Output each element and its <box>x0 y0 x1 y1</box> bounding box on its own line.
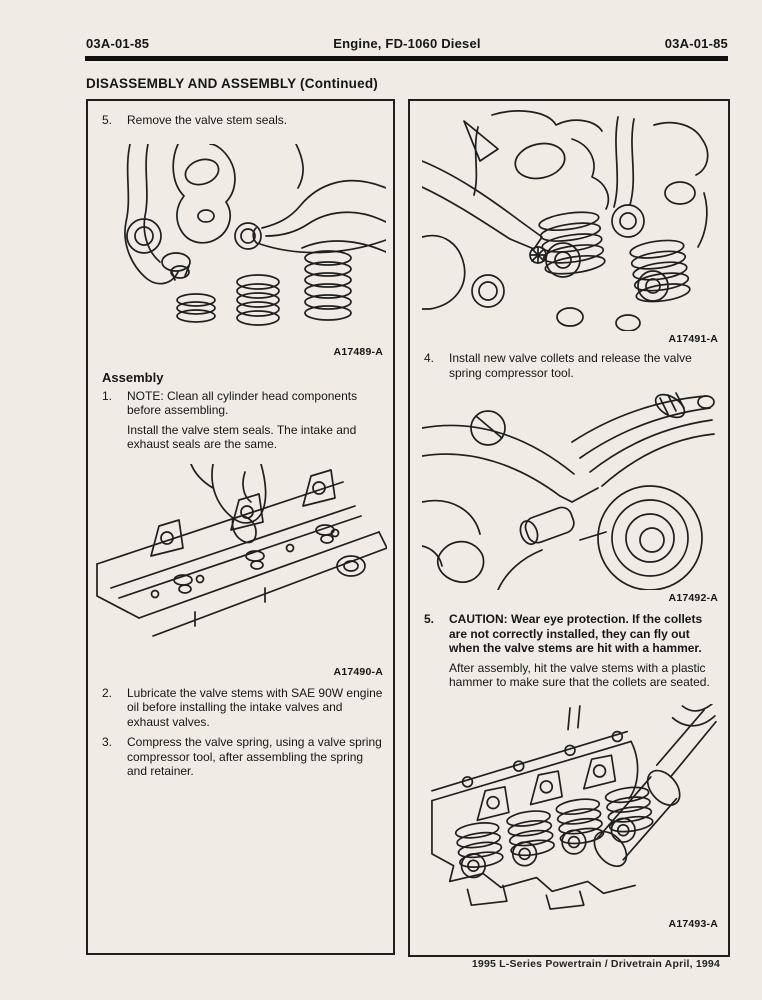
header-page-number-left: 03A-01-85 <box>86 36 150 51</box>
figure-label: A17490-A <box>333 665 383 678</box>
valve-springs <box>538 209 691 304</box>
assembly-heading: Assembly <box>102 369 164 385</box>
step-number: 1. <box>102 388 113 403</box>
cylinder-head-casting <box>124 144 234 284</box>
figure-collet-install-illustration <box>422 109 717 331</box>
step-text: Install the valve stem seals. The intake and exhaust seals are the same. <box>127 422 357 451</box>
step-text: After assembly, hit the valve stems with a plastic hammer to make sure that the collets are seated. <box>449 660 710 689</box>
section-title: DISASSEMBLY AND ASSEMBLY (Continued) <box>86 76 378 91</box>
figure-label: A17492-A <box>668 592 718 604</box>
step-number: 5. <box>102 113 113 127</box>
compressor-arm <box>422 411 574 502</box>
left-column-box <box>86 99 395 955</box>
step-text: Compress the valve spring, using a valve spring compressor tool, after assembling the spring and retainer. <box>127 735 382 778</box>
header-rule <box>85 56 728 61</box>
figure-seal-install-illustration <box>95 464 387 664</box>
figure-label: A17491-A <box>668 333 718 345</box>
step-number: 5. <box>424 612 435 626</box>
header-title: Engine, FD-1060 Diesel <box>333 36 481 51</box>
step-note: NOTE: Clean all cylinder head components before assembling. <box>127 388 358 417</box>
plastic-hammer <box>587 704 715 872</box>
step-text: Lubricate the valve stems with SAE 90W engine oil before installing the intake valves and exhaust valves. <box>127 685 383 729</box>
valve-springs <box>177 251 351 325</box>
figure-collet-closeup-illustration <box>422 390 717 590</box>
hand-shapes <box>422 501 542 590</box>
page-header <box>86 36 728 51</box>
step-caution-hammer <box>424 612 720 690</box>
figure-label: A17493-A <box>668 917 718 930</box>
step-lubricate-stems <box>102 686 385 730</box>
step-text: Install new valve collets and release the valve spring compressor tool. <box>449 351 692 380</box>
hand <box>191 464 266 543</box>
cylinder-head-casting <box>474 111 708 247</box>
caution-text: CAUTION: Wear eye protection. If the collets are not correctly installed, they can fly out when the valve stems are hit with a hammer. <box>449 612 703 655</box>
cylinder-head-deck <box>97 482 387 636</box>
step-install-seals <box>102 389 385 452</box>
step-number: 3. <box>102 735 113 749</box>
step-text: Remove the valve stem seals. <box>127 113 288 127</box>
step-compress-spring <box>102 735 385 779</box>
header-page-number-right: 03A-01-85 <box>664 36 728 51</box>
figure-hammer-seating-illustration <box>422 704 717 916</box>
lower-seals <box>472 275 640 331</box>
valve-stem-seal <box>235 223 261 249</box>
step-number: 4. <box>424 351 435 365</box>
step-remove-seals <box>102 113 385 128</box>
hand <box>422 236 465 309</box>
step-number: 2. <box>102 685 113 700</box>
spring-compressor-tool <box>422 121 546 263</box>
step-install-collets <box>424 351 720 380</box>
hand <box>253 144 386 253</box>
right-column-box <box>408 99 730 957</box>
page-footer: 1995 L-Series Powertrain / Drivetrain April, 1994 <box>471 958 720 970</box>
figure-valve-seal-removal-illustration <box>96 144 386 344</box>
figure-label: A17489-A <box>333 345 383 358</box>
